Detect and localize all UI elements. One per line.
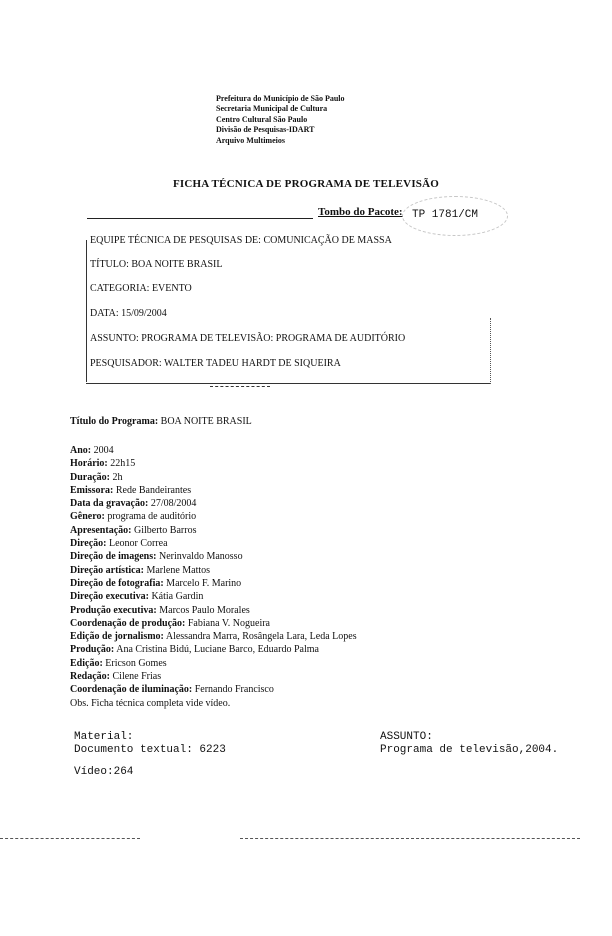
credit-label: Produção: — [70, 644, 115, 656]
credit-row — [70, 577, 357, 590]
scan-artifact — [240, 838, 580, 839]
credit-row — [70, 457, 357, 470]
institution-header — [216, 94, 345, 146]
box-left-border — [86, 240, 87, 382]
credit-row — [70, 683, 357, 696]
credit-row — [70, 484, 357, 497]
header-line: Divisão de Pesquisas-IDART — [216, 125, 315, 135]
credit-label: Gênero: — [70, 511, 105, 523]
document-title: FICHA TÉCNICA DE PROGRAMA DE TELEVISÃO — [172, 178, 440, 190]
material-video: Vídeo:264 — [74, 766, 134, 778]
header-line: Centro Cultural São Paulo — [216, 114, 308, 124]
program-title-label: Título do Programa: — [70, 416, 159, 427]
material-doc: Documento textual: 6223 — [74, 744, 226, 756]
credit-value: Marcelo F. Marino — [166, 577, 242, 589]
credit-row — [70, 550, 357, 563]
tombo-label: Tombo do Pacote: — [318, 206, 403, 218]
credit-value: 27/08/2004 — [150, 498, 197, 510]
credit-label: Direção artística: — [70, 564, 144, 576]
credit-label: Edição de jornalismo: — [70, 631, 164, 643]
scan-artifact — [0, 838, 140, 839]
credit-row — [70, 497, 357, 510]
obs-note: Obs. Ficha técnica completa vide vídeo. — [70, 697, 231, 709]
credit-row — [70, 604, 357, 617]
credit-value: Gilberto Barros — [133, 524, 197, 536]
program-title-value: BOA NOITE BRASIL — [160, 416, 252, 427]
data-field: DATA: 15/09/2004 — [90, 308, 167, 319]
tombo-rule — [87, 218, 313, 219]
tombo-value: TP 1781/CM — [412, 209, 479, 221]
program-title — [70, 416, 252, 427]
titulo-field: TÍTULO: BOA NOITE BRASIL — [90, 259, 223, 270]
credit-label: Coordenação de iluminação: — [70, 684, 193, 696]
credit-label: Direção de imagens: — [70, 551, 157, 563]
header-line: Prefeitura do Município de São Paulo — [216, 94, 345, 103]
credit-row — [70, 630, 357, 643]
credit-label: Produção executiva: — [70, 604, 157, 616]
assunto-footer-label: ASSUNTO: — [380, 731, 433, 743]
credit-value: 2004 — [93, 445, 114, 456]
credit-label: Direção executiva: — [70, 591, 149, 603]
credit-row — [70, 537, 357, 550]
credit-label: Duração: — [70, 471, 110, 483]
credit-value: Leonor Correa — [108, 538, 168, 550]
header-line: Arquivo Multimeios — [216, 135, 285, 145]
credit-row — [70, 657, 357, 670]
credit-label: Horário: — [70, 458, 108, 470]
credit-row — [70, 510, 357, 523]
credit-row — [70, 524, 357, 537]
credit-value: Nerinvaldo Manosso — [158, 551, 243, 563]
credit-label: Direção de fotografia: — [70, 577, 164, 589]
credit-row — [70, 617, 357, 630]
credit-value: Fabiana V. Nogueira — [187, 617, 270, 629]
credits-list — [70, 444, 357, 710]
credit-value: Marcos Paulo Morales — [159, 604, 250, 616]
credit-label: Direção: — [70, 538, 107, 550]
credit-value: Ericson Gomes — [105, 657, 167, 669]
credit-value: programa de auditório — [107, 511, 197, 523]
credit-value: Fernando Francisco — [194, 684, 274, 696]
credit-value: Alessandra Marra, Rosângela Lara, Leda Lopes — [165, 631, 357, 643]
credit-label: Emissora: — [70, 484, 114, 496]
credit-value: Kátia Gardin — [151, 591, 204, 603]
credit-row — [70, 590, 357, 603]
credit-label: Data da gravação: — [70, 498, 149, 510]
credit-value: Ana Cristina Bidú, Luciane Barco, Eduardo Palma — [116, 644, 319, 656]
assunto-footer-value: Programa de televisão,2004. — [380, 744, 559, 756]
credit-value: Cilene Frias — [112, 671, 162, 683]
credit-row — [70, 670, 357, 683]
credit-label: Ano: — [70, 445, 92, 456]
box-right-border — [490, 318, 491, 384]
credit-label: Edição: — [70, 657, 103, 669]
credit-value: 22h15 — [110, 458, 136, 470]
categoria-field: CATEGORIA: EVENTO — [90, 283, 192, 294]
pesquisador-field: PESQUISADOR: WALTER TADEU HARDT DE SIQUEIRA — [90, 358, 341, 369]
credit-value: 2h — [112, 471, 123, 483]
credit-label: Coordenação de produção: — [70, 617, 186, 629]
credit-row — [70, 471, 357, 484]
box-bottom-dash — [210, 386, 270, 387]
credit-label: Redação: — [70, 671, 110, 683]
credit-value: Rede Bandeirantes — [115, 484, 192, 496]
credit-row — [70, 444, 357, 457]
credit-label: Apresentação: — [70, 524, 132, 536]
credit-value: Marlene Mattos — [146, 564, 211, 576]
equipe-field: EQUIPE TÉCNICA DE PESQUISAS DE: COMUNICAÇÃO DE MASSA — [90, 235, 392, 246]
material-label: Material: — [74, 731, 134, 743]
header-line: Secretaria Municipal de Cultura — [216, 104, 328, 114]
assunto-field: ASSUNTO: PROGRAMA DE TELEVISÃO: PROGRAMA DE AUDITÓRIO — [90, 333, 406, 344]
credit-row — [70, 643, 357, 656]
credit-row — [70, 564, 357, 577]
box-bottom-border — [86, 383, 490, 384]
